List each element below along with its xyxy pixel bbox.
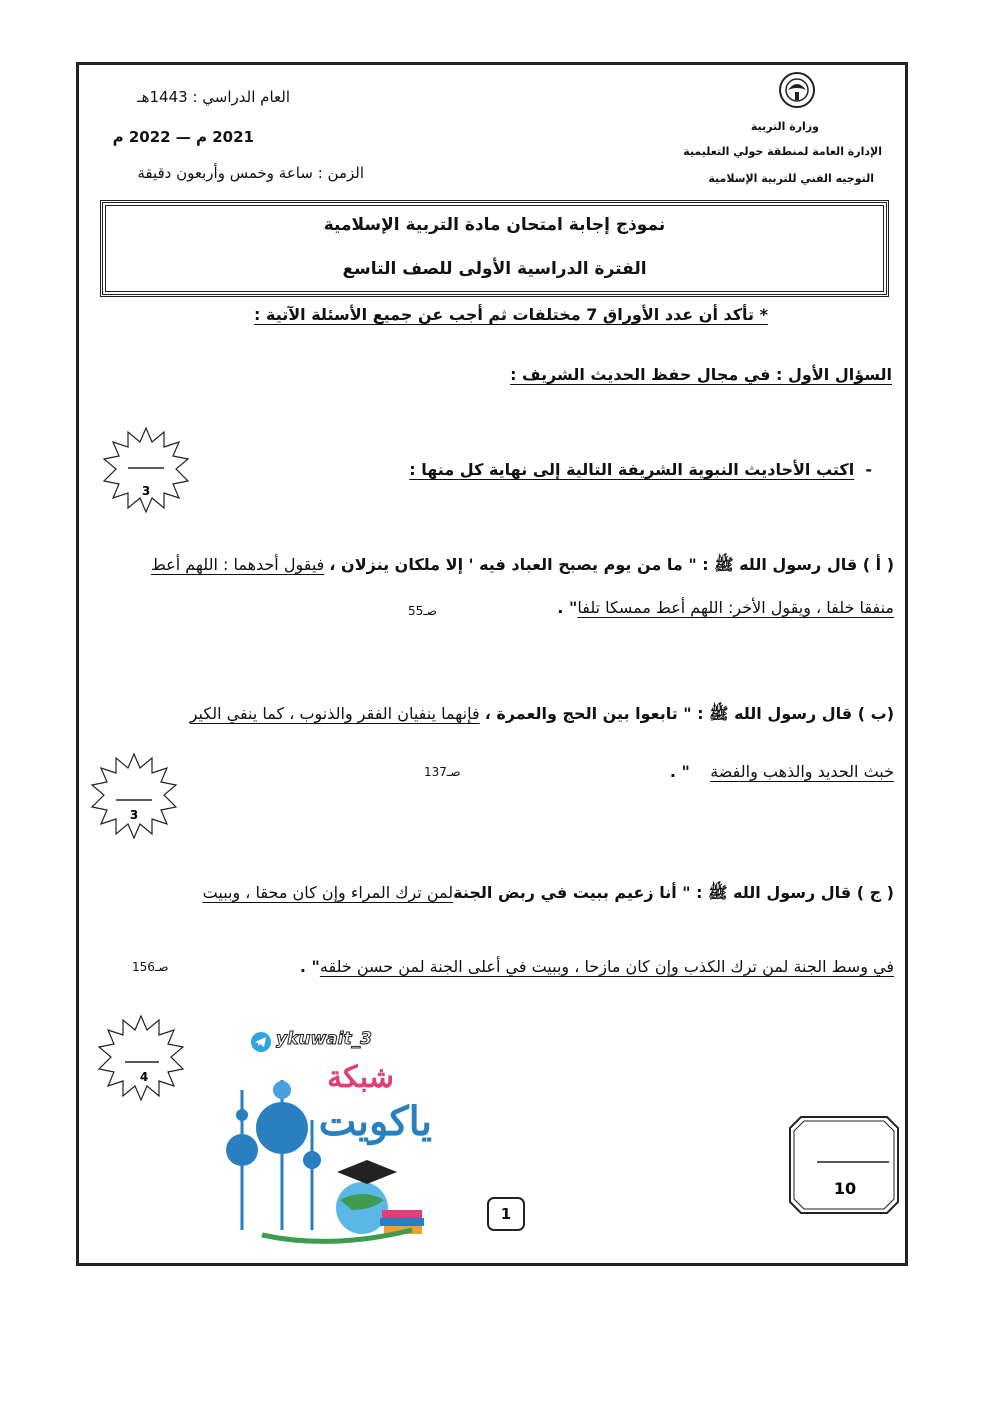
question1-topic: في مجال حفظ الحديث الشريف : (510, 365, 771, 384)
ministry-name: وزارة التربية (750, 120, 819, 133)
academic-year: العام الدراسي : 1443هـ (137, 88, 290, 106)
hadith-a-line2 (557, 598, 894, 617)
title-box (100, 200, 889, 297)
page-number: 1 (487, 1197, 525, 1231)
hadith-b-answer2: خبث الحديد والذهب والفضة (710, 762, 894, 781)
ministry-emblem (776, 70, 818, 110)
hadith-a-end: " . (557, 598, 578, 617)
hadith-b-end: " . (669, 762, 690, 781)
mark-value-2: 3 (129, 808, 139, 822)
duration: الزمن : ساعة وخمس وأربعون دقيقة (137, 164, 364, 182)
exam-subtitle: الفترة الدراسية الأولى للصف التاسع (342, 259, 647, 279)
supervision-name: التوجيه الفني للتربية الإسلامية (708, 172, 874, 185)
exam-title: نموذج إجابة امتحان مادة التربية الإسلامية (323, 215, 666, 235)
directorate-name: الإدارة العامة لمنطقة حولي التعليمية (683, 145, 882, 158)
hadith-c-line2 (300, 957, 894, 976)
hadith-a-page-ref: صـ55 (408, 604, 437, 618)
task-line (409, 460, 872, 479)
brand-main-text: ياكويت (318, 1098, 432, 1145)
mark-badge-2 (90, 752, 178, 840)
telegram-handle (250, 1029, 390, 1053)
hadith-a-label: ( أ ) قال رسول الله ﷺ : " ما من يوم يصبح العباد فيه ' إلا ملكان ينزلان ، (329, 555, 894, 574)
telegram-handle-text: ykuwait_3 (276, 1029, 372, 1049)
brand-top-text: شبكة (327, 1060, 394, 1095)
hadith-a-answer1: فيقول أحدهما : اللهم أعط (150, 555, 325, 574)
hadith-b-label: (ب ) قال رسول الله ﷺ : " تابعوا بين الحج والعمرة ، (484, 704, 894, 723)
task-text: اكتب الأحاديث النبوية الشريفة التالية إلى نهاية كل منها : (409, 460, 855, 479)
hadith-b-line1 (190, 704, 894, 727)
hadith-b-answer1: فإنهما ينفيان الفقر والذنوب ، كما ينفي الكير (189, 704, 480, 723)
hadith-c-answer2: في وسط الجنة لمن ترك الكذب وإن كان مازحا ، وببيت في أعلى الجنة لمن حسن خلقه (319, 957, 894, 976)
telegram-icon (250, 1031, 272, 1053)
hadith-c-line1 (203, 883, 894, 906)
hadith-c-page-ref: صـ156 (132, 960, 169, 974)
years: 2021 م — 2022 م (112, 128, 254, 146)
total-score-value: 10 (833, 1179, 857, 1198)
hadith-b-page-ref: صـ137 (424, 765, 461, 779)
total-score-box (789, 1116, 899, 1214)
task-dash: - (865, 460, 872, 479)
mark-badge-3 (97, 1014, 185, 1102)
instructions: * تأكد أن عدد الأوراق 7 مختلفات ثم أجب عن جميع الأسئلة الآتية : (254, 305, 768, 324)
question1-prefix: السؤال الأول : (770, 365, 892, 384)
hadith-c-end: " . (299, 957, 320, 976)
question1-heading (510, 365, 892, 384)
mark-value-1: 3 (141, 484, 151, 498)
hadith-a-line1 (151, 555, 894, 578)
hadith-c-label: ( ج ) قال رسول الله ﷺ : " أنا زعيم ببيت في ربض الجنة (453, 883, 894, 902)
hadith-c-answer1: لمن ترك المراء وإن كان محقا ، وببيت (202, 883, 454, 902)
hadith-a-answer2: منفقا خلفا ، ويقول الأخر: اللهم أعط ممسكا تلفا (577, 598, 894, 617)
hadith-b-line2 (670, 762, 894, 781)
mark-badge-1 (102, 426, 190, 514)
mark-value-3: 4 (139, 1070, 149, 1084)
